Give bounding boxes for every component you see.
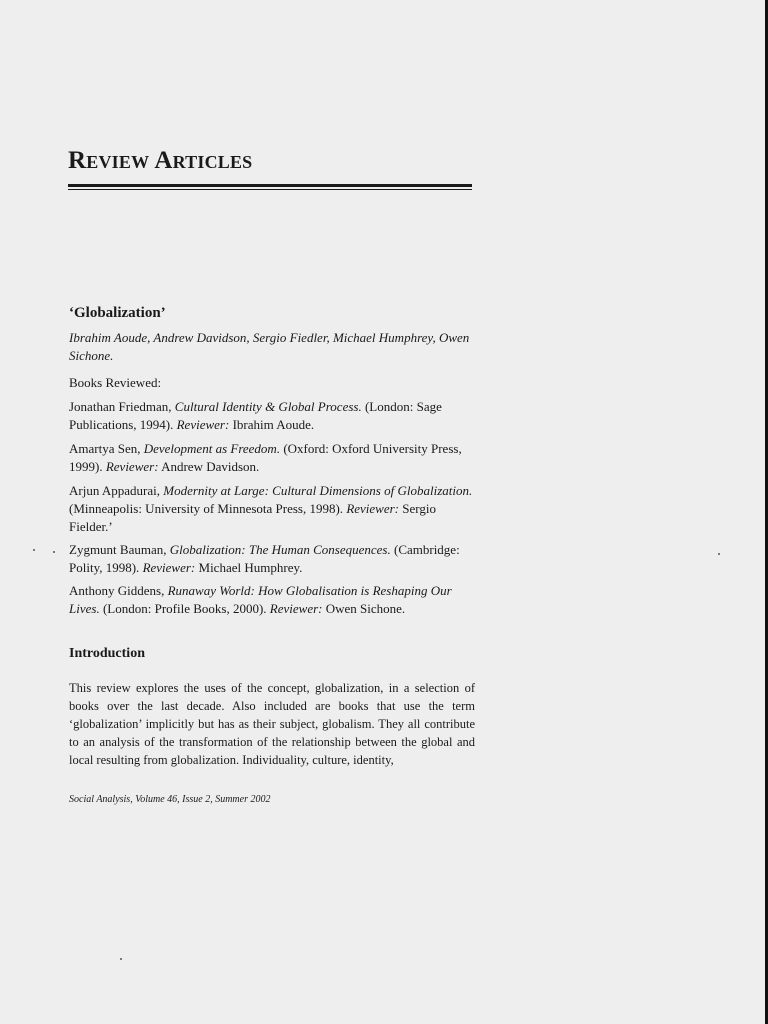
scan-speck — [718, 553, 720, 555]
reviewer-label: Reviewer: — [269, 601, 323, 616]
book-entry-giddens — [69, 582, 479, 618]
book-title: Runaway World: How Globalisation is Reshaping Our Lives. — [69, 583, 452, 616]
book-publication: (Minneapolis: University of Minnesota Press, 1998). — [69, 501, 347, 516]
section-heading: Review Articles — [68, 147, 253, 174]
book-author: Amartya Sen, — [69, 441, 144, 456]
book-entry-bauman — [69, 541, 479, 577]
book-publication: (London: Sage Publications, 1994). — [69, 399, 442, 432]
reviewer-name: Michael Humphrey. — [195, 560, 303, 575]
book-publication: (Cambridge: Polity, 1998). — [69, 542, 460, 575]
heading-rule-thin — [68, 189, 472, 190]
scan-speck — [120, 958, 122, 960]
reviewer-name: Ibrahim Aoude. — [229, 417, 315, 432]
reviewer-label: Reviewer: — [142, 560, 196, 575]
book-author: Jonathan Friedman, — [69, 399, 175, 414]
scan-speck — [53, 551, 55, 553]
reviewer-name: Andrew Davidson. — [158, 459, 260, 474]
book-title: Modernity at Large: Cultural Dimensions of Globalization. — [163, 483, 473, 498]
reviewer-name: Sergio Fielder.’ — [69, 501, 436, 534]
reviewer-label: Reviewer: — [176, 417, 230, 432]
introduction-heading: Introduction — [69, 646, 145, 661]
book-author: Anthony Giddens, — [69, 583, 168, 598]
book-title: Development as Freedom. — [143, 441, 281, 456]
article-title: ‘Globalization’ — [69, 305, 166, 321]
book-entry-friedman — [69, 398, 479, 434]
journal-footer: Social Analysis, Volume 46, Issue 2, Summer 2002 — [69, 794, 271, 805]
reviewer-label: Reviewer: — [346, 501, 400, 516]
book-entry-appadurai — [69, 482, 479, 536]
article-authors: Ibrahim Aoude, Andrew Davidson, Sergio Fiedler, Michael Humphrey, Owen Sichone. — [69, 330, 470, 363]
book-title: Globalization: The Human Consequences. — [169, 542, 391, 557]
books-reviewed-label: Books Reviewed: — [69, 375, 162, 390]
book-publication: (London: Profile Books, 2000). — [99, 601, 270, 616]
book-title: Cultural Identity & Global Process. — [174, 399, 362, 414]
book-author: Arjun Appadurai, — [69, 483, 164, 498]
reviewer-name: Owen Sichone. — [322, 601, 406, 616]
book-publication: (Oxford: Oxford University Press, 1999). — [69, 441, 462, 474]
book-author: Zygmunt Bauman, — [69, 542, 170, 557]
reviewer-label: Reviewer: — [105, 459, 159, 474]
book-entry-sen — [69, 440, 479, 476]
heading-rule-thick — [68, 184, 472, 187]
scan-speck — [33, 549, 35, 551]
introduction-paragraph: This review explores the uses of the concept, globalization, in a selection of books over the last decade. Also included are books that use the term ‘globalization’ implicitly but has as their subject, globalism. They all contribute to an analysis of the transformation of the relationship between the global and local resulting from globalization. Individuality, culture, identity, — [69, 681, 475, 767]
